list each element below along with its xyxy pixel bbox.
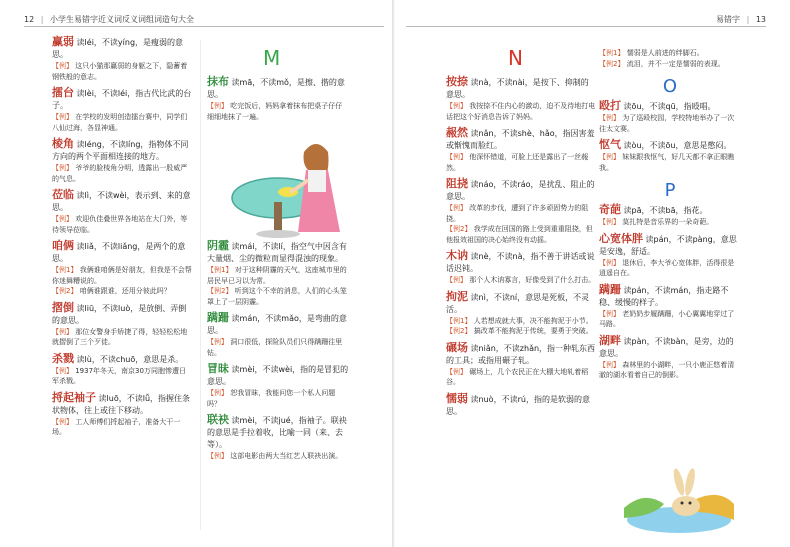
right-header-rule (406, 26, 766, 27)
example-tag: 【例】 (207, 338, 228, 346)
dictionary-entry (207, 76, 349, 122)
column-2-lower (207, 240, 349, 467)
example-sentence: 对于这种阴霾的天气，这座城市里的居民早已习以为常。 (207, 266, 347, 285)
entry-headword: 棱角 (52, 137, 74, 150)
left-page-header: 12 | 小学生易错字近义词反义词组词造句大全 (24, 15, 194, 24)
entry-definition: 读náo，不读ráo，是扰乱、阻止的意思。 (446, 180, 595, 201)
letter-n-heading: N (508, 46, 523, 70)
entry-example (52, 163, 192, 184)
entry-definition-line (599, 100, 741, 113)
example-tag: 【例1】 (599, 49, 625, 57)
dictionary-entry (446, 393, 596, 418)
entry-definition: 读pàn，不读bàn，是旁，边的意思。 (599, 336, 734, 358)
example-sentence: 老奶奶步履蹒跚，小心翼翼地穿过了马路。 (599, 309, 735, 328)
column-2 (207, 76, 349, 127)
example-tag: 【例】 (599, 218, 620, 226)
entry-definition-line (52, 138, 192, 163)
entry-definition: 读lì，不读wèi，表示到、来的意思。 (52, 191, 191, 212)
entry-definition-line (599, 204, 741, 217)
dictionary-entry (599, 335, 741, 381)
example-tag: 【例】 (599, 309, 620, 318)
dictionary-entry (446, 127, 596, 173)
entry-definition-line (52, 302, 192, 327)
entry-example (207, 286, 349, 307)
entry-definition: 读lèi，不读léi，指古代比武的台子。 (52, 89, 192, 110)
example-sentence: 妹妹跟我怄气，好几天都不拿正眼瞧我。 (599, 153, 735, 172)
example-tag: 【例2】 (446, 327, 472, 335)
entry-definition-line (446, 250, 596, 275)
example-sentence: 在学校的发明创造擂台赛中，同学们八仙过海，各显神通。 (52, 113, 188, 132)
entry-definition-line (599, 233, 741, 258)
column-4 (599, 48, 741, 386)
example-tag: 【例】 (52, 215, 73, 223)
dictionary-entry (599, 204, 741, 228)
entry-definition: 读ōu，不读qū，指殴唱。 (623, 102, 716, 111)
entry-example (446, 152, 596, 173)
dictionary-entry (52, 189, 192, 235)
entry-definition: 读pán，不读pàng，意思是安逸，舒适。 (599, 234, 737, 256)
example-sentence: 听到这个不幸的消息，人们的心头笼罩上了一层阴霾。 (207, 287, 347, 306)
entry-headword: 懦弱 (446, 391, 468, 405)
entry-definition: 读lù，不读chuō，意思是杀。 (76, 354, 184, 364)
entry-example (207, 265, 349, 286)
entry-example (446, 367, 596, 388)
entry-definition: 读pán，不读mán，指走路不稳、缓慢的样子。 (599, 285, 729, 307)
dictionary-entry (52, 353, 192, 387)
entry-example (446, 316, 596, 327)
letter-p-heading: P (664, 180, 676, 201)
example-sentence: 退休后，李大爷心宽体胖，活得很是逍遥自在。 (599, 258, 735, 277)
entry-headword: 阻挠 (446, 177, 468, 190)
entry-headword: 怄气 (599, 138, 621, 151)
example-tag: 【例】 (207, 452, 228, 460)
column-3 (446, 76, 596, 423)
entry-headword: 木讷 (446, 249, 468, 262)
entry-example (52, 286, 192, 297)
entry-example (207, 101, 349, 122)
entry-headword: 蹒跚 (599, 282, 621, 296)
dictionary-entry (52, 240, 192, 297)
entry-definition-line (446, 342, 596, 367)
entry-definition: 读pā，不读bā，指花。 (623, 206, 708, 215)
entry-definition: 读òu，不读ōu，意思是憋闷。 (623, 141, 732, 150)
entry-headword: 湖畔 (599, 333, 621, 347)
example-sentence: 流泪，并不一定是懦弱的表现。 (624, 59, 725, 68)
example-tag: 【例】 (446, 276, 467, 284)
entry-definition: 读mā，不读mǒ，是擦、揩的意思。 (207, 78, 345, 99)
right-page-title: 易错字 (716, 15, 741, 24)
entry-definition: 读léng，不读líng，指物体不同方向的两个平面相连接的地方。 (52, 140, 189, 161)
left-page-title: 小学生易错字近义词反义词组词造句大全 (49, 15, 194, 24)
entry-example (52, 214, 192, 235)
left-header-rule (24, 26, 384, 27)
example-tag: 【例2】 (207, 287, 233, 295)
entry-example (599, 309, 741, 330)
letter-o-heading: O (662, 76, 678, 97)
entry-definition-line (52, 353, 192, 366)
entry-definition: 读nì，不读ní，意思是死板，不灵活。 (446, 292, 590, 314)
entry-example (446, 275, 596, 286)
entry-definition-line (599, 139, 741, 152)
dictionary-entry (446, 291, 596, 337)
column-1 (52, 36, 192, 443)
dictionary-entry (599, 139, 741, 173)
example-tag: 【例】 (446, 367, 467, 376)
example-sentence: 我按捺不住内心的激动，迫不及待地打电话把这个好消息告诉了妈妈。 (446, 102, 596, 121)
entry-headword: 杀戮 (52, 351, 74, 365)
example-sentence: 我学成在回国的路上受到重重阻挠，但他报效祖国的决心始终没有动摇。 (446, 225, 593, 244)
entry-headword: 冒昧 (207, 362, 229, 375)
entry-headword: 碾场 (446, 340, 468, 354)
example-sentence: 他深怀错道，可脸上还是露出了一丝赧然。 (446, 153, 589, 172)
entry-example (599, 48, 741, 59)
entry-example (207, 451, 349, 462)
dictionary-entry (446, 342, 596, 388)
entry-definition-line (52, 240, 192, 265)
entry-example (52, 417, 192, 438)
column-divider (200, 40, 201, 530)
left-page-number: 12 (24, 15, 35, 24)
example-sentence: 搞改革不能拘泥于传统，要勇于突破。 (471, 327, 593, 335)
girl-cleaning-table-illustration (228, 140, 358, 240)
right-page-header: 易错字 | 13 (716, 15, 766, 24)
dictionary-entry (52, 138, 192, 184)
dictionary-entry (446, 76, 596, 122)
entry-example (446, 101, 596, 122)
entry-definition-line (446, 76, 596, 101)
entry-definition: 读mèi，不读wèi，指的是冒犯的意思。 (207, 365, 349, 386)
entry-definition-line (52, 189, 192, 214)
dictionary-entry (599, 233, 741, 279)
entry-headword: 擂台 (52, 86, 74, 99)
example-sentence: 这部电影由两大当红艺人联袂出演。 (228, 452, 343, 460)
right-page (396, 0, 790, 547)
entry-headword: 赢弱 (52, 35, 74, 48)
entry-example (446, 203, 596, 224)
example-tag: 【例2】 (52, 287, 78, 295)
example-sentence: 爷爷的脸棱角分明，透露出一股威严的气息。 (52, 164, 188, 183)
entry-definition-line (446, 178, 596, 203)
entry-headword: 阴霾 (207, 239, 229, 252)
entry-definition: 读nǎn，不读shè、hǎo，指因害羞或惭愧而脸红。 (446, 129, 595, 150)
entry-example (52, 327, 192, 348)
dictionary-entry (446, 250, 596, 286)
dictionary-entry (446, 178, 596, 245)
entry-definition: 读liǎ，不读liǎng，是两个的意思。 (52, 242, 186, 263)
entry-definition-line (207, 414, 349, 451)
entry-definition-line (207, 312, 349, 337)
entry-definition: 读nuò，不读rú，指的是软弱的意思。 (446, 394, 590, 416)
entry-definition: 读mái，不读lí，指空气中因含有大量烟、尘的微粒而显得混浊的现象。 (207, 242, 347, 263)
entry-definition: 读liū，不读luò，是放倒、弄倒的意思。 (52, 303, 187, 325)
dictionary-entry (599, 284, 741, 330)
example-tag: 【例】 (599, 153, 620, 161)
entry-definition-line (446, 291, 596, 316)
entry-example (599, 360, 741, 381)
example-sentence: 改革的步伐，遭到了许多顽固势力的阻挠。 (446, 204, 589, 223)
example-sentence: 碾场上，几个农民正在大棚大地轧着稻谷。 (446, 367, 589, 386)
example-sentence: 洞口很低，探险队员们只得蹒跚往里钻。 (207, 338, 343, 357)
example-tag: 【例1】 (446, 316, 472, 325)
entry-headword: 捋起袖子 (52, 390, 96, 404)
example-tag: 【例1】 (52, 266, 78, 274)
entry-definition-line (52, 392, 192, 417)
entry-example (52, 112, 192, 133)
entry-definition-line (446, 393, 596, 418)
example-tag: 【例】 (52, 417, 73, 426)
entry-example (599, 59, 741, 70)
entry-headword: 咱俩 (52, 239, 74, 252)
dictionary-entry (52, 87, 192, 133)
entry-definition-line (52, 87, 192, 112)
dictionary-entry (52, 302, 192, 348)
entry-definition: 读nè，不读nà，指不善于讲话或说话迟钝。 (446, 252, 595, 273)
entry-definition-line (207, 240, 349, 265)
example-tag: 【例1】 (207, 266, 233, 274)
entry-definition-line (446, 127, 596, 152)
entry-definition-line (207, 76, 349, 101)
entry-example (446, 326, 596, 337)
entry-definition: 读mèi，不读jué，指袖子。联袂的意思是手拉着收，比喻一同（来、去等）。 (207, 416, 347, 449)
example-sentence: 恕我冒昧，我能问您一个私人问题吗？ (207, 389, 336, 408)
dictionary-entry (599, 100, 741, 134)
entry-headword: 摺倒 (52, 300, 74, 314)
example-sentence: 工人师傅们捋起袖子，准备大干一场。 (52, 417, 181, 436)
entry-example (599, 113, 741, 134)
example-tag: 【例】 (446, 204, 467, 212)
dictionary-entry (207, 414, 349, 462)
entry-definition-line (207, 363, 349, 388)
dictionary-entry (52, 392, 192, 438)
entry-headword: 按捺 (446, 75, 468, 88)
example-tag: 【例2】 (599, 59, 625, 68)
example-sentence: 森林里的小湖畔，一只小鹿正悠着清澈的湖水看着自己的倒影。 (599, 360, 735, 379)
letter-m-heading: M (263, 46, 281, 70)
example-sentence: 吃完饭后，妈妈拿着抹布把桌子仔仔细细地抹了一遍。 (207, 102, 343, 121)
example-tag: 【例】 (52, 62, 73, 70)
entry-headword: 奇葩 (599, 203, 621, 216)
entry-example (599, 217, 741, 228)
entry-definition: 读nà，不读nài，是按下、抑制的意思。 (446, 78, 589, 99)
example-tag: 【例】 (52, 164, 73, 172)
example-tag: 【例】 (207, 102, 228, 110)
entry-headword: 心宽体胖 (599, 231, 643, 245)
entry-headword: 殴打 (599, 99, 621, 112)
example-tag: 【例】 (599, 258, 620, 267)
entry-example (446, 224, 596, 245)
example-tag: 【例】 (207, 389, 228, 397)
bunny-by-lake-illustration (624, 460, 734, 535)
entry-definition: 读luō，不读lǚ，指握住条状物体，往上或往下移动。 (52, 393, 191, 415)
entry-definition-line (599, 335, 741, 360)
dictionary-entry (207, 312, 349, 358)
example-sentence: 人若想成就大事，决不能拘泥于小节。 (471, 316, 593, 325)
example-sentence: 懦弱是人前进的绊脚石。 (624, 49, 704, 57)
entry-headword: 赧然 (446, 126, 468, 139)
example-sentence: 1937年冬天，南京30万同胞惨遭日军杀戮。 (52, 366, 186, 385)
example-sentence: 咱俩谁跟谁，还用分彼此吗？ (77, 287, 171, 295)
entry-definition: 读léi，不读yíng，是瘦弱的意思。 (52, 38, 184, 59)
example-tag: 【例2】 (446, 225, 472, 233)
example-tag: 【例】 (446, 102, 467, 110)
entry-definition-line (599, 284, 741, 309)
example-sentence: 这只小猫那赢弱的身躯之下，隐蓄着钢铁般的意志。 (52, 62, 188, 81)
entry-headword: 拘泥 (446, 289, 468, 303)
entry-example (207, 388, 349, 409)
example-tag: 【例】 (52, 366, 73, 375)
entry-example (599, 258, 741, 279)
dictionary-entry (52, 36, 192, 82)
right-page-number: 13 (755, 15, 766, 24)
example-sentence: 莫扎特是音乐界的一朵奇葩。 (620, 218, 714, 226)
entry-example (207, 337, 349, 358)
example-tag: 【例】 (599, 114, 620, 122)
dictionary-entry (599, 48, 741, 69)
dictionary-entry (207, 363, 349, 409)
example-sentence: 那个人木讷寡言，好像受到了什么打击。 (467, 276, 596, 284)
entry-example (599, 152, 741, 173)
example-sentence: 那位女警身手矫捷了得，轻轻松松地就摺倒了三个歹徒。 (52, 327, 188, 346)
entry-headword: 蹒跚 (207, 311, 229, 324)
example-tag: 【例】 (52, 113, 73, 121)
entry-example (52, 265, 192, 286)
entry-definition: 读mán，不读mǎo，是弯曲的意思。 (207, 314, 347, 335)
entry-example (52, 61, 192, 82)
example-sentence: 我俩谁咱俩是好朋友，但我是不会帮你迷舞糟说的。 (52, 266, 192, 285)
example-sentence: 欢迎仇佳叠世界各地站在大门外，等待领导莅临。 (52, 215, 188, 234)
entry-example (52, 366, 192, 387)
example-tag: 【例】 (52, 327, 73, 336)
entry-definition: 读niǎn，不读zhǎn，指一种轧东西的工具；或指用碾子轧。 (446, 343, 596, 365)
entry-headword: 抹布 (207, 75, 229, 88)
dictionary-entry (207, 240, 349, 307)
entry-headword: 莅临 (52, 188, 74, 201)
example-tag: 【例】 (446, 153, 467, 161)
example-tag: 【例】 (599, 360, 620, 369)
entry-headword: 联袂 (207, 413, 229, 426)
entry-definition-line (52, 36, 192, 61)
example-sentence: 为了巡殴校园，学校特地举办了一次往太文赛。 (599, 114, 735, 133)
